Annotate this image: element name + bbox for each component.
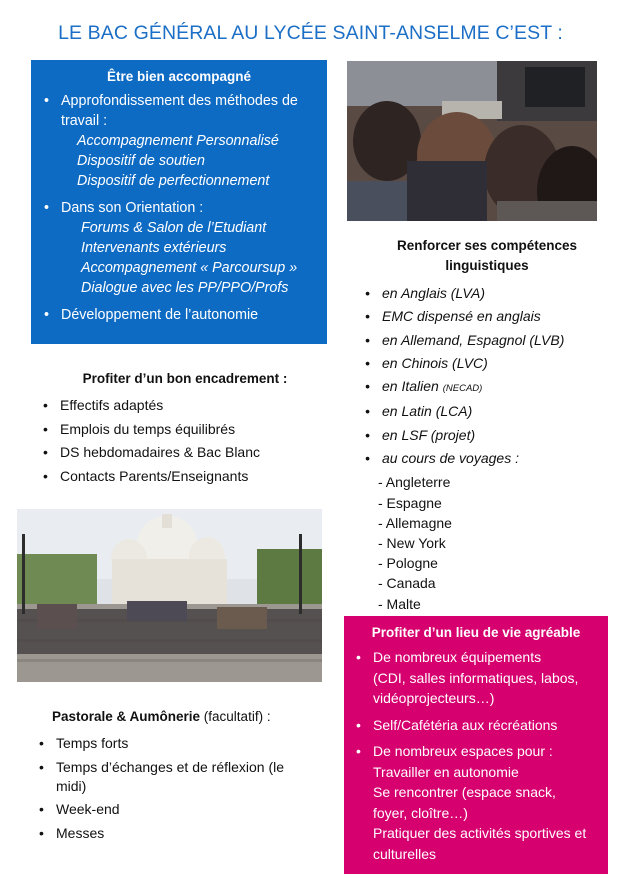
living-space-heading: Profiter d’un lieu de vie agréable: [371, 625, 581, 640]
trip-item: - Angleterre: [378, 474, 451, 491]
sub-item: Forums & Salon de l’Etudiant: [81, 220, 267, 236]
accompaniment-heading: Être bien accompagné: [106, 69, 252, 84]
list-item: • Emplois du temps équilibrés: [40, 420, 330, 439]
languages-list: [362, 284, 612, 468]
list-item: • en Italien (NECAD): [362, 377, 612, 398]
list-item: • Effectifs adaptés: [40, 396, 330, 415]
encadrement-heading: Profiter d’un bon encadrement :: [82, 371, 288, 386]
list-item: • en Anglais (LVA): [362, 284, 612, 303]
italien-note: (NECAD): [442, 383, 483, 395]
sub-item: Intervenants extérieurs: [81, 240, 227, 256]
list-item: • Temps forts: [36, 734, 326, 753]
page-title: LE BAC GÉNÉRAL AU LYCÉE SAINT-ANSELME C’EST :: [58, 22, 563, 44]
list-item: • EMC dispensé en anglais: [362, 307, 612, 326]
trip-item: - Espagne: [378, 494, 442, 511]
list-item: • DS hebdomadaires & Bac Blanc: [40, 443, 330, 462]
living-space-list: [353, 647, 599, 864]
list-item: • Approfondissement des méthodes de travail : Accompagnement Personnalisé Dispositif de soutien Dispositif de perfectionnement: [41, 91, 317, 191]
sub-item: Dispositif de soutien: [77, 153, 205, 169]
pastorale-section: [36, 709, 326, 847]
sub-item: Dispositif de perfectionnement: [77, 173, 270, 189]
list-item: • Temps d’échanges et de réflexion (le midi): [36, 758, 296, 796]
encadrement-section: [40, 371, 330, 490]
list-item: • Self/Cafétéria aux récréations: [353, 715, 599, 736]
trip-item: - Allemagne: [378, 514, 452, 531]
pastorale-heading: Pastorale & Aumônerie (facultatif) :: [52, 709, 271, 724]
list-item: • Développement de l’autonomie: [41, 305, 317, 325]
sub-item: Accompagnement « Parcoursup »: [81, 260, 298, 276]
list-item: • Dans son Orientation : Forums & Salon de l’Etudiant Intervenants extérieurs Accompagnement « Parcoursup » Dialogue avec les PP/PPO/Profs: [41, 198, 317, 298]
accompaniment-box: [31, 60, 327, 344]
trip-item: - New York: [378, 534, 446, 551]
list-item: • De nombreux équipements (CDI, salles informatiques, labos, vidéoprojecteurs…): [353, 647, 599, 709]
list-item: • Week-end: [36, 800, 326, 819]
list-item: • au cours de voyages :: [362, 449, 612, 468]
list-item: • en LSF (projet): [362, 426, 612, 445]
accompaniment-list: [41, 91, 317, 325]
list-item: • en Latin (LCA): [362, 402, 612, 421]
pastorale-list: [36, 734, 326, 843]
trip-item: - Pologne: [378, 555, 438, 572]
sub-item: Accompagnement Personnalisé: [77, 133, 279, 149]
encadrement-list: [40, 396, 330, 486]
sub-list: [61, 131, 317, 191]
list-item: • Contacts Parents/Enseignants: [40, 467, 330, 486]
languages-heading: Renforcer ses compétences linguistiques: [396, 238, 578, 273]
living-space-box: [344, 616, 608, 874]
group-photo: [17, 509, 322, 682]
languages-section: [362, 236, 612, 614]
list-item: • Messes: [36, 824, 326, 843]
sub-item: Dialogue avec les PP/PPO/Profs: [81, 280, 289, 296]
trip-item: - Canada: [378, 575, 436, 592]
list-item: • en Chinois (LVC): [362, 354, 612, 373]
list-item: • en Allemand, Espagnol (LVB): [362, 331, 612, 350]
list-item: • De nombreux espaces pour : Travailler en autonomie Se rencontrer (espace snack, foyer, cloître…) Pratiquer des activités sportives et culturelles: [353, 741, 599, 864]
trips-list: [362, 472, 612, 613]
classroom-photo: [347, 61, 597, 221]
sub-list: [61, 218, 317, 298]
trip-item: - Malte: [378, 595, 421, 612]
